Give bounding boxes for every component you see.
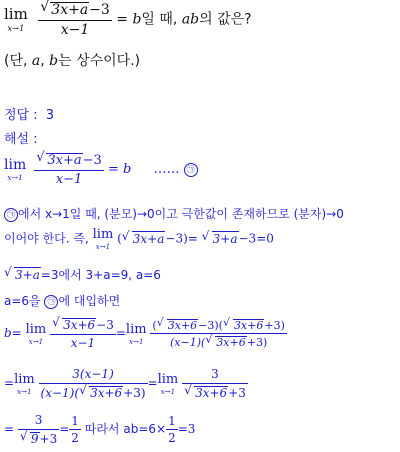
problem-condition-text: 일 때, (141, 11, 182, 28)
problem-sqrt: √ 3x+a (40, 2, 89, 18)
circle-label-icon: ㉠ (44, 295, 58, 309)
solution-line-8: = 3 √ 9+3 = $\frac{1}{2}$ 따라서 ab=6× $\frac{1}{2}$ =3 (4, 414, 195, 445)
problem-eq-b: = b (116, 11, 142, 28)
answer-label: 정답 : (4, 108, 38, 123)
circle-label-icon: ㉠ (4, 208, 18, 222)
solution-line-3: 이어야 한다. 즉, lim x→1 (√ 3x+a−3)= √ 3+a−3=0 (4, 228, 274, 250)
problem-fraction: √ $\frac{3x+a-3}{x-1}$ (38, 2, 112, 37)
problem-limit: lim x→1 (4, 5, 28, 34)
solution-line-4: √ 3+a=3에서 3+a=9, a=6 (4, 266, 161, 283)
problem-statement: lim x→1 √ $\frac{3x+a-3}{x-1}$ = b일 때, ab의 값은? (4, 2, 252, 42)
solution-line-1: lim x→1 √ $\frac{3x+a-3}{x-1}$ = b …… ㉠ (4, 153, 198, 186)
solution-line-7: = lim x→1 $\frac{3(x-1)}{(x-1)(√ 3x+6+3)}$ = lim x→1 3 √ 3x+6+3 (4, 368, 248, 399)
solution-line-6: b= lim x→1 √ $\frac{3x+6-3}{x-1}$ = lim x→1 $\frac{(√ 3x+6-3)(√ 3x+6+3)}{(x-1)(√ 3x+6+3)}$ (4, 318, 287, 349)
circle-label-icon: ㉠ (184, 163, 198, 177)
solution-line-2: ㉠ 에서 x→1일 때, (분모)→0이고 극한값이 존재하므로 (분자)→0 (4, 205, 344, 222)
answer-value: 3 (45, 108, 55, 123)
solution-line-5: a=6을 ㉠ 에 대입하면 (4, 294, 121, 308)
answer-line (4, 104, 54, 123)
explanation-label: 해설 : (4, 132, 38, 147)
problem-constants-note: (단, a, b는 상수이다.) (4, 53, 141, 69)
